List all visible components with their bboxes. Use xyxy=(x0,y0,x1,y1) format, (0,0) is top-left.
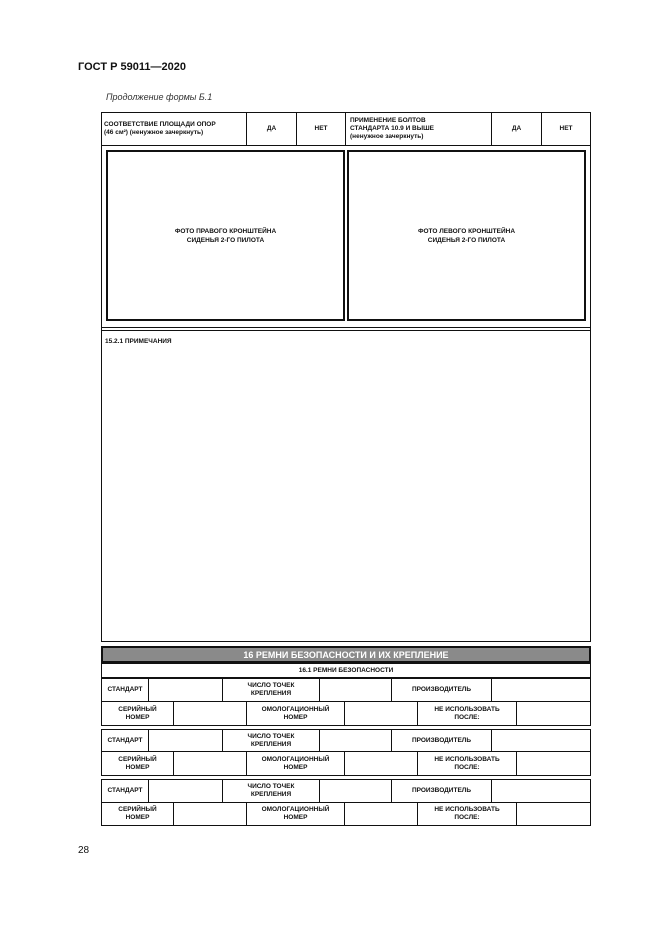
section-16-title: 16 РЕМНИ БЕЗОПАСНОСТИ И ИХ КРЕПЛЕНИЕ xyxy=(101,646,591,663)
standard-value[interactable] xyxy=(148,678,223,702)
support-area-yes: ДА xyxy=(246,112,297,146)
support-area-no: НЕТ xyxy=(296,112,346,146)
approval-value[interactable] xyxy=(344,802,418,826)
points-value[interactable] xyxy=(319,779,392,803)
not-after-value[interactable] xyxy=(516,701,591,726)
approval-value[interactable] xyxy=(344,751,418,776)
approval-label: ОМОЛОГАЦИОННЫЙ НОМЕР xyxy=(246,802,345,826)
continuation-caption: Продолжение формы Б.1 xyxy=(106,92,213,102)
manufacturer-value[interactable] xyxy=(491,678,591,702)
not-after-label: НЕ ИСПОЛЬЗОВАТЬ ПОСЛЕ: xyxy=(417,802,517,826)
points-label: ЧИСЛО ТОЧЕК КРЕПЛЕНИЯ xyxy=(222,779,320,803)
support-area-question: СООТВЕТСТВИЕ ПЛОЩАДИ ОПОР (46 см²) (ненужное зачеркнуть) xyxy=(101,112,247,146)
serial-label: СЕРИЙНЫЙ НОМЕР xyxy=(101,701,174,726)
bolts-no: НЕТ xyxy=(541,112,591,146)
not-after-value[interactable] xyxy=(516,751,591,776)
standard-value[interactable] xyxy=(148,779,223,803)
points-label: ЧИСЛО ТОЧЕК КРЕПЛЕНИЯ xyxy=(222,678,320,702)
standard-label: СТАНДАРТ xyxy=(101,779,149,803)
manufacturer-value[interactable] xyxy=(491,729,591,752)
not-after-label: НЕ ИСПОЛЬЗОВАТЬ ПОСЛЕ: xyxy=(417,701,517,726)
serial-value[interactable] xyxy=(173,802,247,826)
manufacturer-label: ПРОИЗВОДИТЕЛЬ xyxy=(391,729,492,752)
serial-label: СЕРИЙНЫЙ НОМЕР xyxy=(101,751,174,776)
not-after-value[interactable] xyxy=(516,802,591,826)
approval-value[interactable] xyxy=(344,701,418,726)
section-16-1-subtitle: 16.1 РЕМНИ БЕЗОПАСНОСТИ xyxy=(101,663,591,678)
manufacturer-label: ПРОИЗВОДИТЕЛЬ xyxy=(391,779,492,803)
points-value[interactable] xyxy=(319,729,392,752)
manufacturer-value[interactable] xyxy=(491,779,591,803)
points-value[interactable] xyxy=(319,678,392,702)
standard-label: СТАНДАРТ xyxy=(101,729,149,752)
points-label: ЧИСЛО ТОЧЕК КРЕПЛЕНИЯ xyxy=(222,729,320,752)
standard-value[interactable] xyxy=(148,729,223,752)
notes-box xyxy=(101,330,591,642)
page-number: 28 xyxy=(78,845,90,856)
approval-label: ОМОЛОГАЦИОННЫЙ НОМЕР xyxy=(246,751,345,776)
standard-label: СТАНДАРТ xyxy=(101,678,149,702)
approval-label: ОМОЛОГАЦИОННЫЙ НОМЕР xyxy=(246,701,345,726)
not-after-label: НЕ ИСПОЛЬЗОВАТЬ ПОСЛЕ: xyxy=(417,751,517,776)
notes-label: 15.2.1 ПРИМЕЧАНИЯ xyxy=(105,338,172,345)
manufacturer-label: ПРОИЗВОДИТЕЛЬ xyxy=(391,678,492,702)
document-header: ГОСТ Р 59011—2020 xyxy=(78,61,186,73)
photo-left-bracket: ФОТО ЛЕВОГО КРОНШТЕЙНА СИДЕНЬЯ 2-ГО ПИЛОТА xyxy=(347,150,586,321)
serial-value[interactable] xyxy=(173,701,247,726)
serial-label: СЕРИЙНЫЙ НОМЕР xyxy=(101,802,174,826)
serial-value[interactable] xyxy=(173,751,247,776)
bolts-yes: ДА xyxy=(491,112,542,146)
photo-right-bracket: ФОТО ПРАВОГО КРОНШТЕЙНА СИДЕНЬЯ 2-ГО ПИЛОТА xyxy=(106,150,345,321)
bolts-question: ПРИМЕНЕНИЕ БОЛТОВ СТАНДАРТА 10.9 И ВЫШЕ (ненужное зачеркнуть) xyxy=(345,112,492,146)
